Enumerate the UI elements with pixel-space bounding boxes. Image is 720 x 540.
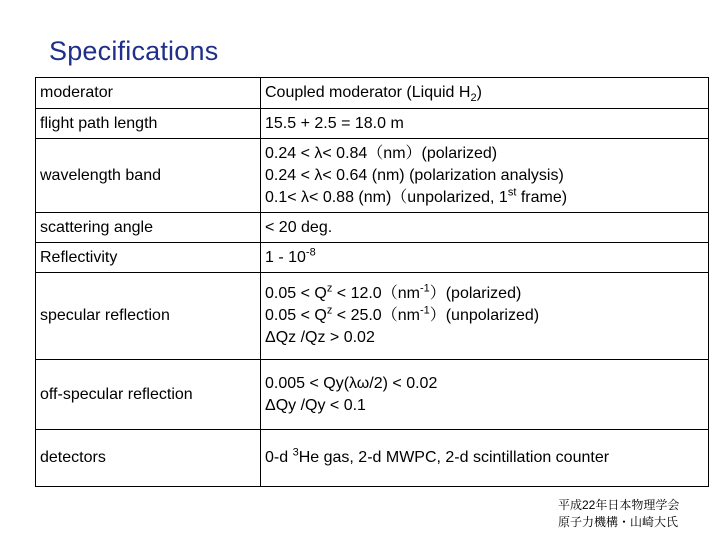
value-line: 0.24 < λ< 0.64 (nm) (polarization analysis) [265,166,564,184]
value-line: 15.5 + 2.5 = 18.0 m [265,114,404,132]
row-label: Reflectivity [36,243,261,273]
row-value [261,139,709,213]
table-row [36,273,709,360]
row-value [261,430,709,487]
row-label: off-specular reflection [36,360,261,430]
row-value [261,78,709,109]
row-value [261,109,709,139]
value-line: < 20 deg. [265,218,333,236]
row-value [261,243,709,273]
footer-line-1: 平成22年日本物理学会 [558,498,680,512]
row-value [261,273,709,360]
table-row [36,430,709,487]
footer-credit [558,497,679,531]
table-row [36,78,709,109]
row-label: wavelength band [36,139,261,213]
value-line: Coupled moderator (Liquid $H_2$) [265,84,482,105]
row-label: detectors [36,430,261,487]
table-row [36,213,709,243]
value-line: $0.05 < Q^z$ < $25.0(nm^{-1})(unpolarized)$ [265,304,540,324]
table-row [36,139,709,213]
specifications-table [35,77,709,487]
row-value [261,213,709,243]
row-label: moderator [36,78,261,109]
value-line: ΔQy /Qy < 0.1 [265,396,366,414]
footer-line-2: 原子力機構・山崎大氏 [558,515,679,529]
value-line: $0.05 < Q^z$ < $12.0(nm^{-1})(polarized)$ [265,282,522,302]
row-value [261,360,709,430]
value-line: 0.1< λ< 0.88 (nm)（unpolarized, 1st frame) [265,186,568,206]
value-line: 0-d $^3$He gas, 2-d MWPC, 2-d scintillation counter [265,446,610,466]
table-row [36,243,709,273]
table-row [36,360,709,430]
row-label: flight path length [36,109,261,139]
value-line: $1 - 10^{-8}$ [265,246,316,266]
row-label: specular reflection [36,273,261,360]
value-line: 0.005 < Qy(λω/2) < 0.02 [265,374,438,392]
value-line: 0.24 < λ< 0.84（nm）(polarized) [265,144,498,162]
page-title: Specifications [49,36,219,66]
table-row [36,109,709,139]
value-line: ΔQz /Qz > 0.02 [265,329,375,346]
row-label: scattering angle [36,213,261,243]
